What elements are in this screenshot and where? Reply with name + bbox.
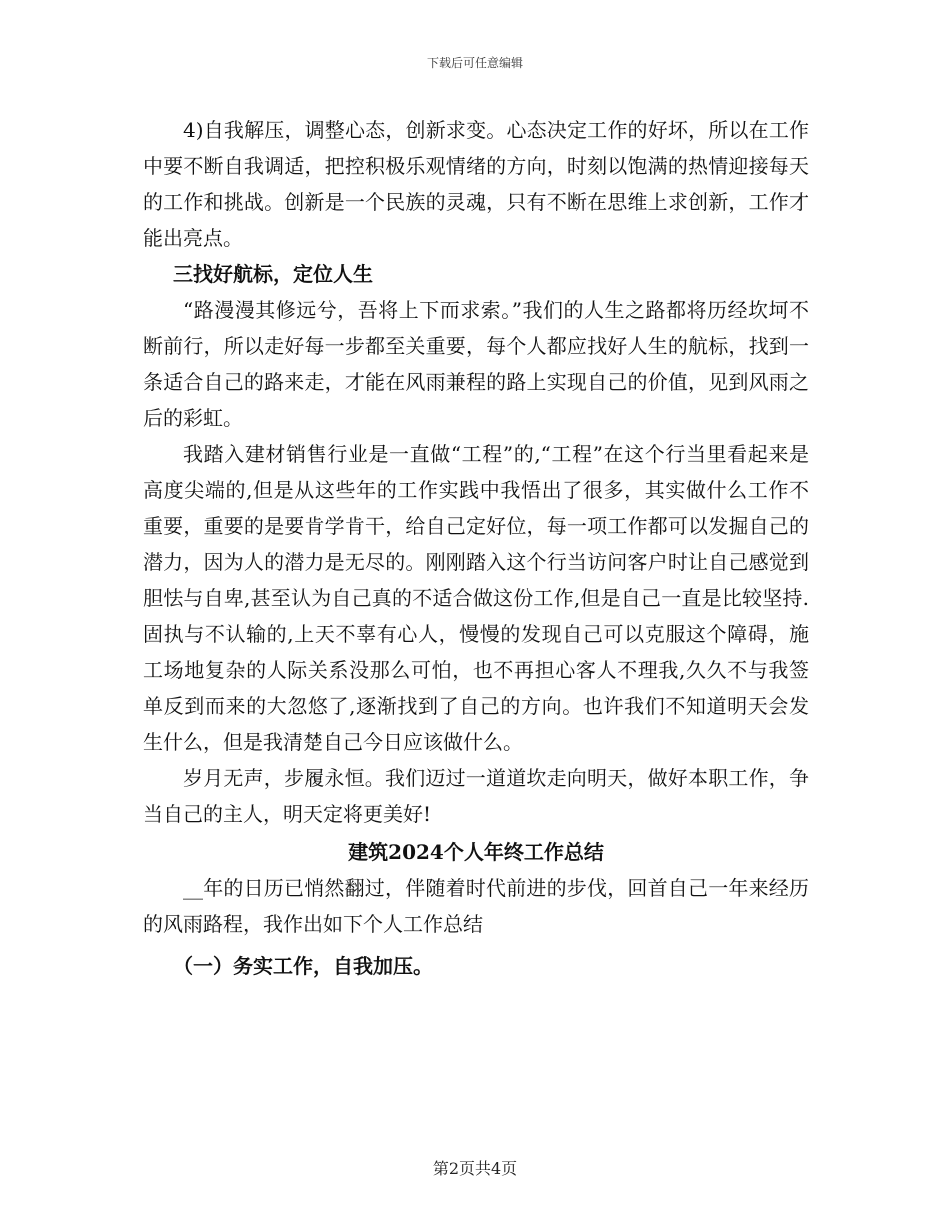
document-body bbox=[143, 112, 809, 984]
paragraph-sales-experience: 我踏入建材销售行业是一直做“工程”的,“工程”在这个行当里看起来是高度尖端的,但是从这些年的工作实践中我悟出了很多，其实做什么工作不重要，重要的是要肯学肯干，给自己定好位，每一项工作都可以发掘自己的潜力，因为人的潜力是无尽的。刚刚踏入这个行当访问客户时让自己感觉到胆怯与自卑,甚至认为自己真的不适合做这份工作,但是自己一直是比较坚持.固执与不认输的,上天不辜有心人，慢慢的发现自己可以克服这个障碍，施工场地复杂的人际关系没那么可怕，也不再担心客人不理我,久久不与我签单反到而来的大忽悠了,逐渐找到了自己的方向。也许我们不知道明天会发生什么，但是我清楚自己今日应该做什么。 bbox=[143, 442, 809, 754]
paragraph-conclusion: 岁月无声，步履永恒。我们迈过一道道坎走向明天，做好本职工作，争当自己的主人，明天定将更美好! bbox=[143, 766, 809, 826]
paragraph-life-path: “路漫漫其修远兮，吾将上下而求索。”我们的人生之路都将历经坎坷不断前行，所以走好每一步都至关重要，每个人都应找好人生的航标，找到一条适合自己的路来走，才能在风雨兼程的路上实现自己的价值，见到风雨之后的彩虹。 bbox=[143, 298, 809, 430]
document-title: 建筑2024个人年终工作总结 bbox=[348, 840, 604, 864]
section-heading-navigation: 三找好航标，定位人生 bbox=[173, 262, 373, 286]
paragraph-self-relief: 4)自我解压，调整心态，创新求变。心态决定工作的好坏，所以在工作中要不断自我调适，把控积极乐观情绪的方向，时刻以饱满的热情迎接每天的工作和挑战。创新是一个民族的灵魂，只有不断在思维上求创新，工作才能出亮点。 bbox=[143, 118, 809, 250]
page-footer: 第2页共4页 bbox=[432, 1159, 518, 1178]
page-header: 下载后可任意编辑 bbox=[426, 56, 523, 70]
subsection-heading: （一）务实工作，自我加压。 bbox=[173, 954, 433, 978]
paragraph-intro: __年的日历已悄然翻过，伴随着时代前进的步伐，回首自己一年来经历的风雨路程，我作出如下个人工作总结 bbox=[143, 876, 809, 936]
